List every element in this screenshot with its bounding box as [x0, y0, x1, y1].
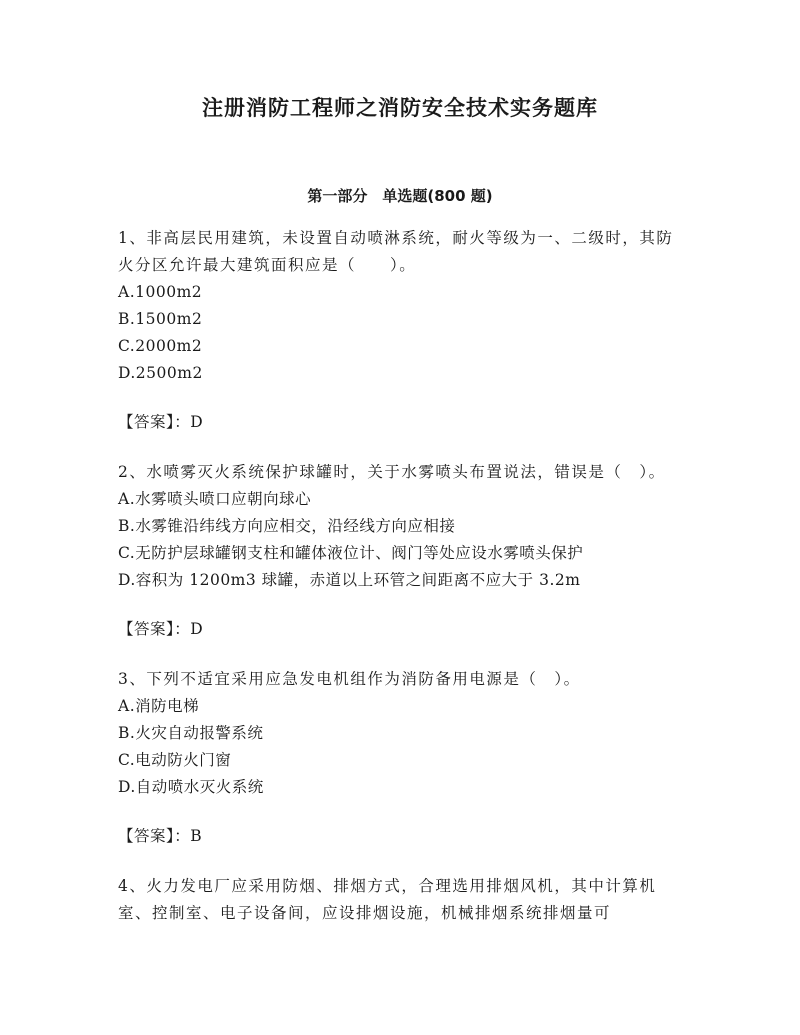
option-b: B.火灾自动报警系统: [118, 724, 264, 742]
document-title: 注册消防工程师之消防安全技术实务题库: [202, 96, 598, 120]
option-a: A.消防电梯: [118, 697, 200, 715]
section-heading: 第一部分 单选题(800 题): [307, 187, 493, 205]
answer-line: 【答案】：D: [118, 413, 204, 431]
option-c: C.电动防火门窗: [118, 751, 232, 769]
question-3: [118, 666, 678, 850]
option-d: D.2500m2: [118, 364, 203, 382]
question-stem: 3、下列不适宜采用应急发电机组作为消防备用电源是（ ）。: [118, 670, 581, 688]
option-list: [118, 693, 678, 801]
question-2: [118, 459, 678, 643]
question-1: [118, 225, 678, 436]
option-d: D.容积为 1200m3 球罐，赤道以上环管之间距离不应大于 3.2m: [118, 571, 581, 589]
answer-line: 【答案】：B: [118, 827, 203, 845]
question-stem: 1、非高层民用建筑，未设置自动喷淋系统，耐火等级为一、二级时，其防火分区允许最大建筑面积应是（ ）。: [118, 229, 674, 274]
option-a: A.水雾喷头喷口应朝向球心: [118, 490, 312, 508]
question-stem: 2、水喷雾灭火系统保护球罐时，关于水雾喷头布置说法，错误是（ ）。: [118, 463, 666, 481]
option-a: A.1000m2: [118, 283, 203, 301]
question-list: [118, 225, 678, 950]
answer-line: 【答案】：D: [118, 620, 204, 638]
option-list: [118, 279, 678, 387]
option-list: [118, 486, 678, 594]
option-b: B.1500m2: [118, 310, 203, 328]
question-4: [118, 873, 678, 927]
option-c: C.无防护层球罐钢支柱和罐体液位计、阀门等处应设水雾喷头保护: [118, 544, 584, 562]
option-b: B.水雾锥沿纬线方向应相交，沿经线方向应相接: [118, 517, 456, 535]
option-c: C.2000m2: [118, 337, 203, 355]
option-d: D.自动喷水灭火系统: [118, 778, 264, 796]
question-stem: 4、火力发电厂应采用防烟、排烟方式，合理选用排烟风机，其中计算机室、控制室、电子设备间，应设排烟设施，机械排烟系统排烟量可: [118, 877, 657, 922]
